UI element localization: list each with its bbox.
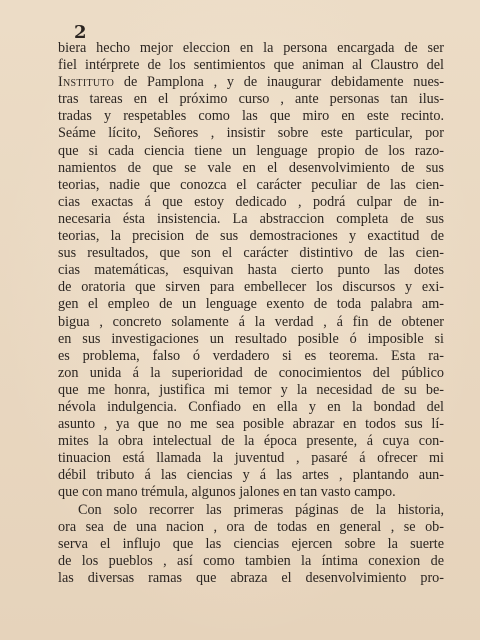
paragraph-1 (58, 40, 444, 502)
text-line: tradas y respetables como las que miro en este recinto. (58, 108, 444, 125)
text-line: serva el influjo que las ciencias ejercen sobre la suerte (58, 535, 444, 552)
text-line (58, 74, 444, 91)
text-line: que con mano trémula, algunos jalones en tan vasto campo. (58, 484, 396, 501)
institution-name: Instituto (58, 74, 115, 91)
text-line: cias exactas á que estoy dedicado , podrá culpar de in- (58, 193, 444, 210)
text-line: que si cada ciencia tiene un lenguage propio de los razo- (58, 142, 444, 159)
line-suffix: de Pamplona , y de inaugurar debidamente nues- (114, 74, 444, 91)
text-line: tras tareas en el próximo curso , ante personas tan ilus- (58, 91, 444, 108)
text-line: de oratoria que sirven para embellecer los discursos y exi- (58, 279, 444, 296)
text-line: ora sea de una nacion , ora de todas en general , se ob- (58, 518, 444, 535)
text-line: cias matemáticas, esquivan hasta cierto punto las dotes (58, 262, 444, 279)
text-line: Con solo recorrer las primeras páginas de la historia, (78, 501, 444, 518)
text-line: namientos de que se vale en el desenvolvimiento de sus (58, 159, 444, 176)
text-line: en sus investigaciones un resultado posible ó imposible si (58, 330, 444, 347)
text-line: névola indulgencia. Confiado en ella y en la bondad del (58, 398, 444, 415)
text-line: teorias, nadie que conozca el carácter peculiar de las cien- (58, 176, 444, 193)
text-line: las diversas ramas que abraza el desenvolvimiento pro- (58, 569, 444, 586)
text-line: biera hecho mejor eleccion en la persona encargada de ser (58, 40, 444, 56)
text-line: fiel intérprete de los sentimientos que animan al Claustro del (58, 57, 444, 74)
text-line: zon unida á la superioridad de conocimientos del público (58, 364, 444, 381)
text-line: mites la obra intelectual de la época presente, á cuya con- (58, 433, 444, 450)
text-line: Seáme lícito, Señores , insistir sobre este particular, por (58, 125, 444, 142)
text-line: asunto , ya que no me sea posible abrazar en todos sus lí- (58, 416, 444, 433)
text-line: gen el empleo de un lenguage exento de toda palabra am- (58, 296, 444, 313)
text-line: tinuacion está llamada la juventud , pasaré á ofrecer mi (58, 450, 444, 467)
body-text (58, 40, 444, 587)
text-line: necesaria ésta insistencia. La abstraccion completa de sus (58, 210, 444, 227)
text-line: de los pueblos , así como tambien la íntima conexion de (58, 552, 444, 569)
text-line: es problema, falso ó verdadero si es teorema. Esta ra- (58, 347, 444, 364)
text-line: sus resultados, que son el carácter distintivo de las cien- (58, 245, 444, 262)
text-line: teorias, la precision de sus demostraciones y exactitud de (58, 228, 444, 245)
text-line: bigua , concreto solamente á la verdad , á fin de obtener (58, 313, 444, 330)
page-number: 2 (74, 22, 87, 43)
text-line: débil tributo á las ciencias y á las artes , plantando aun- (58, 467, 444, 484)
text-line: que me honra, justifica mi temor y la necesidad de su be- (58, 381, 444, 398)
paragraph-2 (58, 502, 444, 587)
